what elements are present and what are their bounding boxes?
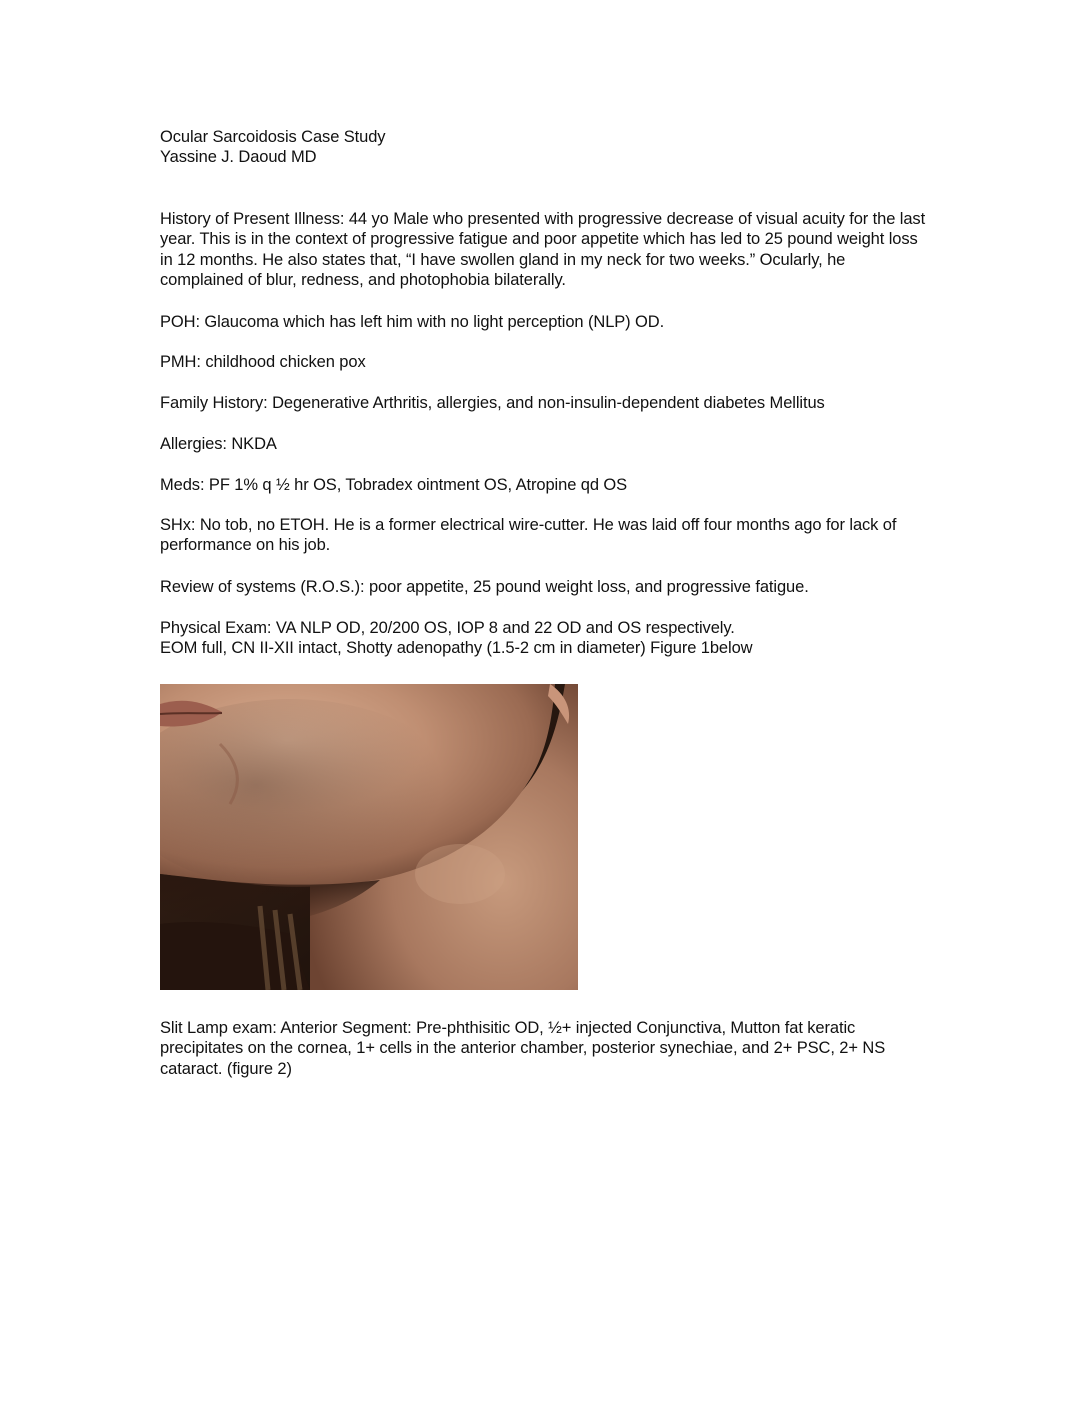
medications bbox=[160, 475, 930, 495]
history-of-present-illness bbox=[160, 209, 930, 291]
document-title: Ocular Sarcoidosis Case Study bbox=[160, 128, 386, 146]
past-ocular-history bbox=[160, 312, 930, 332]
allergies bbox=[160, 434, 930, 454]
poh-paragraph: POH: Glaucoma which has left him with no light perception (NLP) OD. bbox=[160, 313, 665, 331]
social-history-paragraph: SHx: No tob, no ETOH. He is a former electrical wire-cutter. He was laid off four months ago for lack of performance on his job. bbox=[160, 516, 897, 555]
document-author: Yassine J. Daoud MD bbox=[160, 148, 317, 167]
family-history-paragraph: Family History: Degenerative Arthritis, allergies, and non-insulin-dependent diabetes Mellitus bbox=[160, 394, 825, 412]
family-history bbox=[160, 393, 930, 413]
document-header bbox=[160, 127, 930, 168]
physical-exam-line-1: Physical Exam: VA NLP OD, 20/200 OS, IOP 8 and 22 OD and OS respectively. bbox=[160, 619, 735, 637]
physical-exam bbox=[160, 618, 930, 659]
allergies-paragraph: Allergies: NKDA bbox=[160, 435, 277, 453]
medications-paragraph: Meds: PF 1% q ½ hr OS, Tobradex ointment OS, Atropine qd OS bbox=[160, 476, 628, 494]
pmh-paragraph: PMH: childhood chicken pox bbox=[160, 353, 366, 371]
physical-exam-line-2: EOM full, CN II-XII intact, Shotty adenopathy (1.5-2 cm in diameter) Figure 1below bbox=[160, 639, 753, 658]
ros-paragraph: Review of systems (R.O.S.): poor appetite, 25 pound weight loss, and progressive fatigue. bbox=[160, 578, 809, 596]
social-history bbox=[160, 515, 930, 556]
slit-lamp-exam bbox=[160, 1018, 930, 1079]
hpi-paragraph: History of Present Illness: 44 yo Male who presented with progressive decrease of visual acuity for the last year. This is in the context of progressive fatigue and poor appetite which has led to 25 pound weight loss in 12 months. He also states that, “I have swollen gland in my neck for two weeks.” Ocularly, he complained of blur, redness, and photophobia bilaterally. bbox=[160, 210, 926, 290]
neck-adenopathy-photo bbox=[160, 684, 578, 990]
review-of-systems bbox=[160, 577, 930, 597]
slit-lamp-paragraph: Slit Lamp exam: Anterior Segment: Pre-phthisitic OD, ½+ injected Conjunctiva, Mutton fat keratic precipitates on the cornea, 1+ cells in the anterior chamber, posterior synechiae, and 2+ PSC, 2+ NS cataract. (figure 2) bbox=[160, 1019, 886, 1078]
past-medical-history bbox=[160, 352, 930, 372]
